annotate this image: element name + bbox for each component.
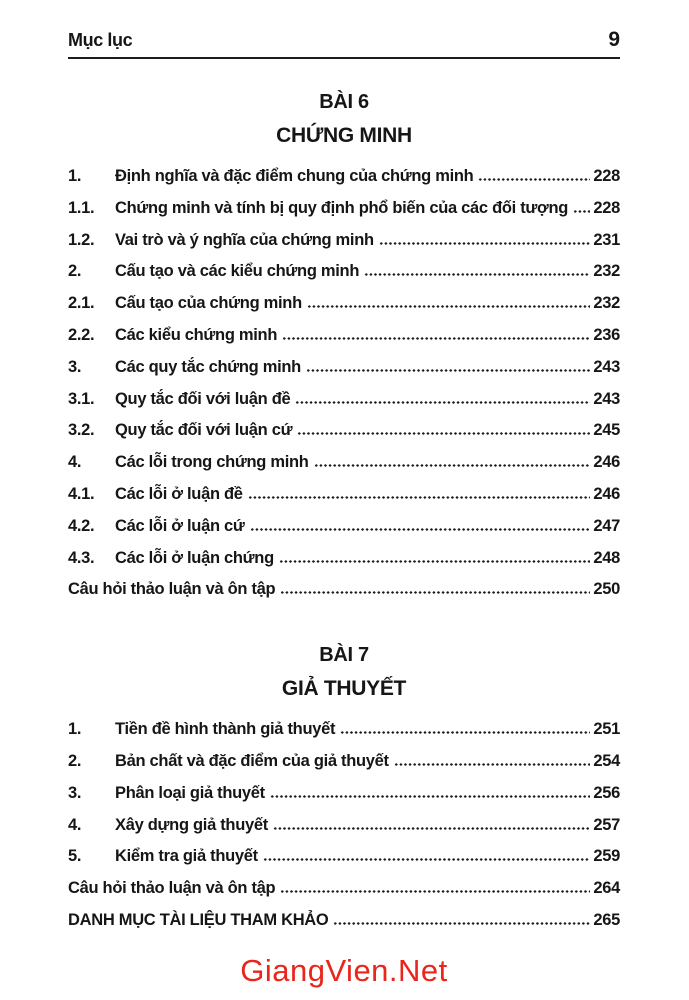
toc-entry-page: 243 (593, 357, 620, 376)
toc-entry-page: 247 (593, 516, 620, 535)
toc-entry-title: Quy tắc đối với luận cứ (115, 421, 293, 440)
section-heading-line1: BÀI 6 (319, 91, 369, 113)
toc-entry-number: 2.1. (68, 294, 95, 313)
dot-leader (295, 401, 590, 404)
dot-leader (379, 242, 591, 245)
toc-entry (68, 784, 620, 816)
dot-leader (270, 795, 591, 798)
toc-section (68, 638, 620, 943)
toc-entry (68, 752, 620, 784)
toc-entry (68, 816, 620, 848)
toc-entry-number: 4.3. (68, 548, 95, 567)
dot-leader (250, 528, 591, 531)
section-heading (68, 638, 620, 706)
toc-entry-title: Bản chất và đặc điểm của giả thuyết (115, 751, 389, 770)
toc-entry (68, 262, 620, 294)
toc-entry-page: 246 (593, 453, 620, 472)
section-heading (68, 85, 620, 153)
toc-entry-page: 265 (593, 910, 620, 929)
dot-leader (364, 273, 590, 276)
toc-entry-number: 4.1. (68, 484, 95, 503)
toc-entry-number: 1.2. (68, 230, 95, 249)
section-heading-line1: BÀI 7 (319, 644, 369, 667)
toc-entry (68, 847, 620, 879)
toc-entry-number: 1. (68, 720, 82, 739)
toc-entry-number: 1. (68, 167, 82, 185)
toc-entry-title: Các lỗi trong chứng minh (115, 453, 309, 472)
section-heading-line2: GIẢ THUYẾT (281, 677, 407, 701)
toc-entry-number: 3. (68, 357, 82, 376)
toc-entry (68, 358, 620, 390)
toc-entry-page: 243 (593, 389, 620, 408)
toc-entry-number: 2. (68, 262, 82, 281)
page-header (68, 28, 620, 59)
toc-entry-number: 1.1. (68, 198, 95, 217)
toc-entry-page: 257 (593, 815, 620, 834)
toc-entry-title: Các quy tắc chứng minh (115, 357, 301, 376)
toc-entry (68, 720, 620, 752)
toc-entry-page: 228 (593, 167, 620, 185)
toc-entry (68, 167, 620, 199)
toc-entry-page: 246 (593, 484, 620, 503)
toc-entry-page: 236 (593, 325, 620, 344)
dot-leader (394, 763, 591, 766)
toc-section (68, 85, 620, 612)
toc-entry-number: 2.2. (68, 325, 95, 344)
dot-leader (307, 305, 590, 308)
toc-entry-number: 4. (68, 453, 82, 472)
toc-entry-number: 4. (68, 815, 82, 834)
toc-entry-number: 2. (68, 751, 82, 770)
toc-entry (68, 421, 620, 453)
toc-entry (68, 199, 620, 231)
dot-leader (340, 731, 590, 734)
toc-entry-title: Cấu tạo của chứng minh (115, 294, 302, 313)
toc-entry (68, 517, 620, 549)
toc-entry (68, 580, 620, 612)
toc-entry-title: Các kiểu chứng minh (115, 325, 278, 344)
toc-entry-title: Các lỗi ở luận đề (115, 484, 243, 503)
toc-entry-number: 3.2. (68, 421, 95, 440)
toc-entry (68, 911, 620, 943)
section-heading-line2: CHỨNG MINH (276, 124, 412, 147)
toc-entry-page: 259 (593, 847, 620, 866)
toc-entry-title: Câu hỏi thảo luận và ôn tập (68, 879, 276, 898)
toc-entry-page: 251 (593, 720, 620, 739)
toc-entry (68, 231, 620, 263)
toc-entry-title: Tiền đề hình thành giả thuyết (115, 720, 336, 739)
toc-entry-page: 232 (593, 262, 620, 281)
toc-entry-page: 228 (593, 198, 620, 217)
toc-entry (68, 879, 620, 911)
toc-entry-page: 248 (593, 548, 620, 567)
toc-entry-title: Định nghĩa và đặc điểm chung của chứng minh (115, 167, 474, 185)
toc-entry-number: 3. (68, 783, 82, 802)
toc-entry-number: 5. (68, 847, 82, 866)
toc-entry-page: 256 (593, 783, 620, 802)
toc-entry-page: 264 (593, 879, 620, 898)
toc-entry-title: Các lỗi ở luận cứ (115, 516, 245, 535)
toc-entry-title: Vai trò và ý nghĩa của chứng minh (115, 230, 374, 249)
toc-entry (68, 390, 620, 422)
toc-entry-number: 4.2. (68, 516, 95, 535)
toc-entry-title: Xây dựng giả thuyết (115, 815, 268, 834)
toc-sections (68, 85, 620, 943)
dot-leader (280, 890, 590, 893)
dot-leader (314, 464, 591, 467)
toc-entry-page: 254 (593, 751, 620, 770)
toc-entry-page: 231 (593, 230, 620, 249)
dot-leader (306, 369, 590, 372)
toc-entry-title: Phân loại giả thuyết (115, 783, 265, 802)
toc-entry-number: 3.1. (68, 389, 95, 408)
dot-leader (573, 210, 590, 213)
dot-leader (280, 591, 590, 594)
toc-entry (68, 453, 620, 485)
dot-leader (282, 337, 590, 340)
dot-leader (297, 432, 590, 435)
toc-entry (68, 549, 620, 581)
header-title: Mục lục (68, 30, 133, 50)
toc-entry-page: 245 (593, 421, 620, 440)
toc-entry-title: Cấu tạo và các kiểu chứng minh (115, 262, 360, 281)
toc-entry-title: Câu hỏi thảo luận và ôn tập (68, 580, 276, 599)
toc-entry-title: Kiểm tra giả thuyết (115, 847, 258, 866)
dot-leader (478, 178, 590, 181)
watermark-text: GiangVien.Net (240, 952, 448, 988)
dot-leader (263, 858, 591, 861)
toc-entry (68, 485, 620, 517)
dot-leader (279, 560, 590, 563)
toc-entry-title: DANH MỤC TÀI LIỆU THAM KHẢO (68, 910, 329, 929)
dot-leader (333, 922, 590, 925)
toc-entry (68, 326, 620, 358)
header-page-number: 9 (608, 28, 620, 51)
toc-entry-page: 232 (593, 294, 620, 313)
toc-entry (68, 294, 620, 326)
toc-entry-title: Các lỗi ở luận chứng (115, 548, 274, 567)
toc-entry-page: 250 (593, 580, 620, 599)
dot-leader (273, 827, 590, 830)
toc-entry-title: Quy tắc đối với luận đề (115, 389, 291, 408)
dot-leader (248, 496, 591, 499)
toc-entry-title: Chứng minh và tính bị quy định phổ biến của các đối tượng (115, 198, 569, 217)
